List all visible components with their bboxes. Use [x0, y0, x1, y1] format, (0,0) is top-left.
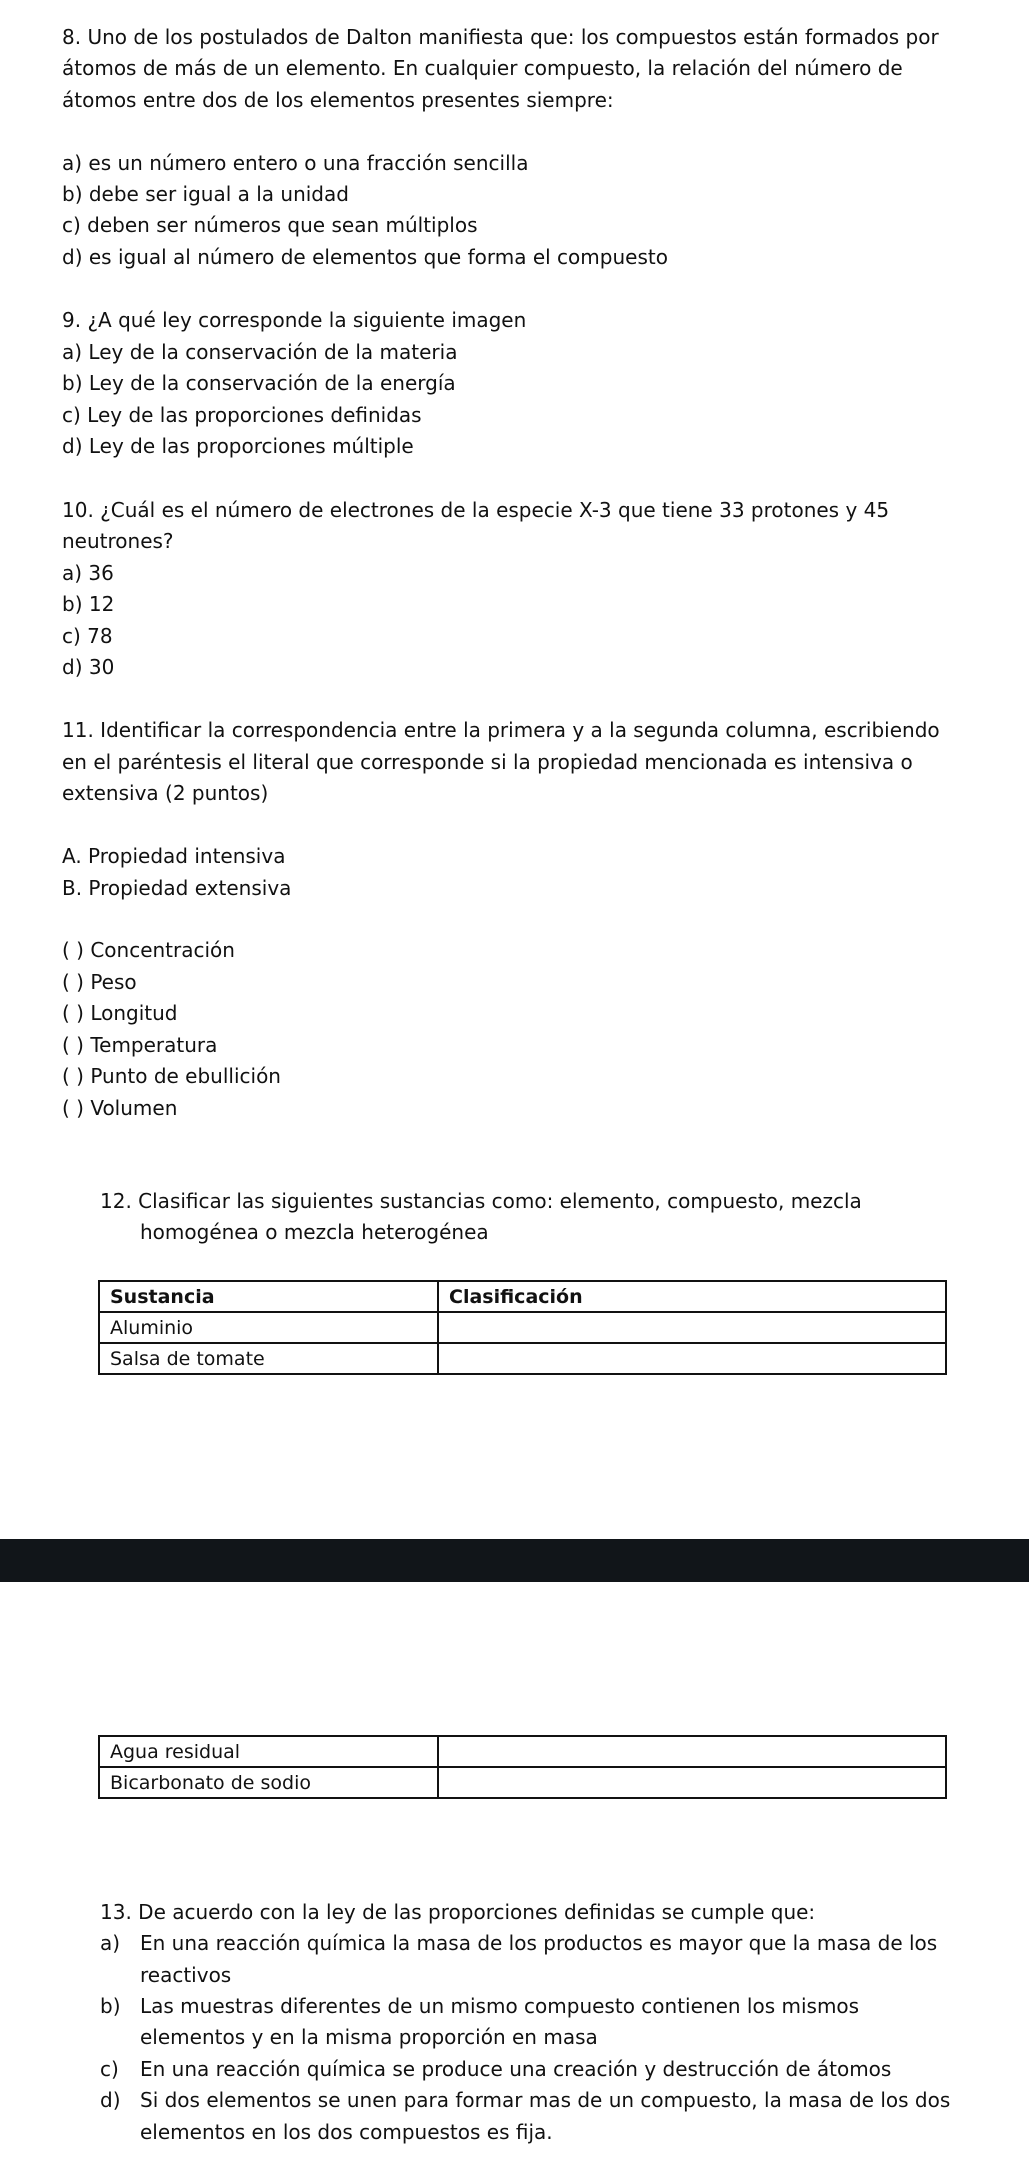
header-clasificacion: Clasificación — [438, 1281, 946, 1312]
q13-option-b-line-1: Las muestras diferentes de un mismo compuesto contienen los mismos — [140, 1994, 860, 2018]
cell-sustancia: Agua residual — [99, 1736, 438, 1767]
q13-option-d-line-1: Si dos elementos se unen para formar mas de un compuesto, la masa de los dos — [140, 2088, 951, 2112]
q13-option-a-line-2: reactivos — [140, 1963, 232, 1987]
q10-stem-line-2: neutrones? — [62, 529, 174, 553]
q11-stem-line-3: extensiva (2 puntos) — [62, 781, 269, 805]
q11-item-punto-ebullicion: ( ) Punto de ebullición — [62, 1064, 281, 1088]
q8-stem-line-1: 8. Uno de los postulados de Dalton manifiesta que: los compuestos están formados por — [62, 25, 939, 49]
q12-table-bottom — [98, 1735, 947, 1799]
page-break-band — [0, 1539, 1029, 1582]
cell-clasificacion[interactable] — [438, 1767, 946, 1798]
q13-stem: 13. De acuerdo con la ley de las proporciones definidas se cumple que: — [100, 1900, 816, 1924]
q12-stem-line-2: homogénea o mezcla heterogénea — [140, 1220, 489, 1244]
q10-option-a: a) 36 — [62, 561, 114, 585]
q8-option-b: b) debe ser igual a la unidad — [62, 182, 349, 206]
q11-key-b: B. Propiedad extensiva — [62, 876, 292, 900]
q11-item-concentracion: ( ) Concentración — [62, 938, 235, 962]
cell-clasificacion[interactable] — [438, 1343, 946, 1374]
cell-sustancia: Aluminio — [99, 1312, 438, 1343]
q8-stem-line-3: átomos entre dos de los elementos presentes siempre: — [62, 88, 614, 112]
q11-stem-line-2: en el paréntesis el literal que corresponde si la propiedad mencionada es intensiva o — [62, 750, 913, 774]
q13-option-a-letter: a) — [100, 1931, 121, 1955]
cell-clasificacion[interactable] — [438, 1312, 946, 1343]
q10-option-d: d) 30 — [62, 655, 115, 679]
q8-option-a: a) es un número entero o una fracción sencilla — [62, 151, 529, 175]
q12-stem-line-1: 12. Clasificar las siguientes sustancias como: elemento, compuesto, mezcla — [100, 1189, 862, 1213]
table-row — [99, 1343, 946, 1374]
q9-option-b: b) Ley de la conservación de la energía — [62, 371, 456, 395]
table-row — [99, 1312, 946, 1343]
q11-stem-line-1: 11. Identificar la correspondencia entre la primera y a la segunda columna, escribiendo — [62, 718, 940, 742]
header-sustancia: Sustancia — [99, 1281, 438, 1312]
q10-option-b: b) 12 — [62, 592, 115, 616]
q9-option-c: c) Ley de las proporciones definidas — [62, 403, 422, 427]
q12-table-top — [98, 1280, 947, 1375]
q13-option-c-letter: c) — [100, 2057, 119, 2081]
q8-stem-line-2: átomos de más de un elemento. En cualquier compuesto, la relación del número de — [62, 56, 903, 80]
q10-stem-line-1: 10. ¿Cuál es el número de electrones de la especie X-3 que tiene 33 protones y 45 — [62, 498, 890, 522]
q13-option-d-letter: d) — [100, 2088, 121, 2112]
table-row — [99, 1767, 946, 1798]
cell-sustancia: Salsa de tomate — [99, 1343, 438, 1374]
q11-item-peso: ( ) Peso — [62, 970, 137, 994]
q11-key-a: A. Propiedad intensiva — [62, 844, 286, 868]
cell-clasificacion[interactable] — [438, 1736, 946, 1767]
q9-option-d: d) Ley de las proporciones múltiple — [62, 434, 414, 458]
table-row — [99, 1736, 946, 1767]
q13-option-a-line-1: En una reacción química la masa de los productos es mayor que la masa de los — [140, 1931, 938, 1955]
q8-option-c: c) deben ser números que sean múltiplos — [62, 213, 478, 237]
q11-item-longitud: ( ) Longitud — [62, 1001, 178, 1025]
q9-option-a: a) Ley de la conservación de la materia — [62, 340, 458, 364]
q13-option-b-line-2: elementos y en la misma proporción en masa — [140, 2025, 598, 2049]
q13-option-b-letter: b) — [100, 1994, 121, 2018]
q11-item-volumen: ( ) Volumen — [62, 1096, 178, 1120]
q11-item-temperatura: ( ) Temperatura — [62, 1033, 218, 1057]
table-header-row — [99, 1281, 946, 1312]
q13-option-c-line-1: En una reacción química se produce una creación y destrucción de átomos — [140, 2057, 892, 2081]
q8-option-d: d) es igual al número de elementos que forma el compuesto — [62, 245, 668, 269]
q13-option-d-line-2: elementos en los dos compuestos es fija. — [140, 2120, 553, 2144]
q9-stem: 9. ¿A qué ley corresponde la siguiente imagen — [62, 308, 527, 332]
q10-option-c: c) 78 — [62, 624, 113, 648]
cell-sustancia: Bicarbonato de sodio — [99, 1767, 438, 1798]
